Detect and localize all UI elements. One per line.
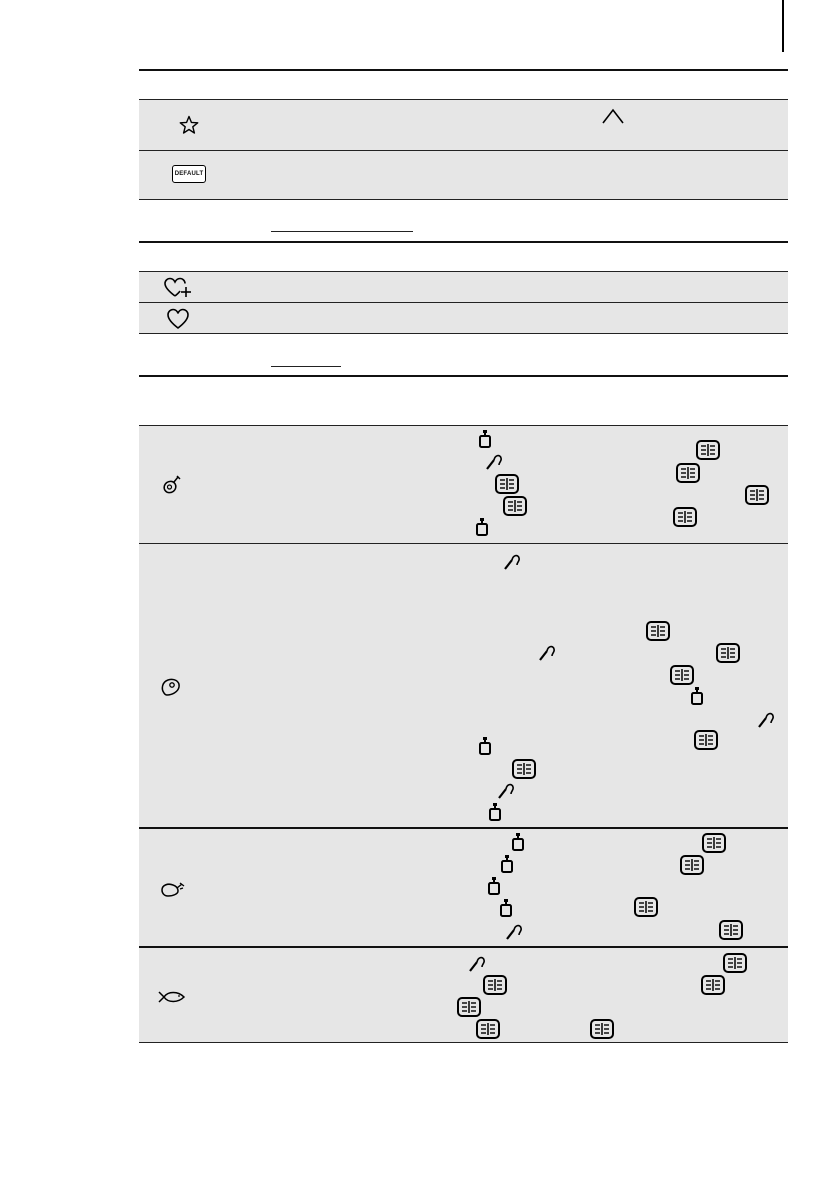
core-probe-icon (485, 452, 503, 470)
book-icon (512, 759, 536, 779)
poultry-leg-icon (161, 474, 183, 496)
book-icon (716, 643, 740, 663)
book-icon (745, 485, 769, 505)
table-3-row (139, 948, 788, 1042)
default-icon (172, 165, 206, 183)
book-icon (701, 975, 725, 995)
core-probe-icon (757, 710, 775, 728)
book-icon (694, 730, 718, 750)
meat-icon (160, 677, 182, 697)
weight-icon (474, 518, 490, 536)
book-icon (696, 440, 720, 460)
book-icon (590, 1019, 614, 1039)
weight-icon (487, 803, 503, 821)
table-1-row (139, 151, 788, 199)
default-icon-label: DEFAULT (174, 171, 204, 177)
game-bird-icon (159, 880, 185, 898)
weight-icon (486, 877, 502, 895)
heart-plus-icon (163, 277, 193, 299)
book-icon (483, 975, 507, 995)
book-icon (476, 1019, 500, 1039)
book-icon (723, 953, 747, 973)
table-3-row (139, 544, 788, 827)
table-3-row (139, 829, 788, 946)
underline-link-1 (271, 231, 413, 232)
book-icon (495, 474, 519, 494)
fish-icon (158, 990, 186, 1004)
weight-icon (477, 430, 493, 448)
core-probe-icon (497, 781, 515, 799)
weight-icon (510, 833, 526, 851)
chevron-up-icon (601, 107, 625, 125)
book-icon (680, 855, 704, 875)
book-icon (646, 621, 670, 641)
core-probe-icon (503, 552, 521, 570)
star-icon (179, 115, 199, 135)
book-icon (634, 897, 658, 917)
table-2-row (139, 303, 788, 333)
book-icon (702, 833, 726, 853)
underline-link-2 (271, 366, 341, 367)
weight-icon (498, 899, 514, 917)
table-1-row (139, 100, 788, 150)
book-icon (670, 665, 694, 685)
book-icon (673, 507, 697, 527)
table-2-row (139, 272, 788, 302)
core-probe-icon (538, 643, 556, 661)
book-icon (503, 496, 527, 516)
book-icon (676, 463, 700, 483)
core-probe-icon (505, 922, 523, 940)
cut-line (782, 0, 784, 52)
book-icon (457, 997, 481, 1017)
book-icon (719, 920, 743, 940)
weight-icon (689, 687, 705, 705)
weight-icon (477, 737, 493, 755)
heart-icon (166, 308, 190, 330)
weight-icon (499, 855, 515, 873)
core-probe-icon (468, 954, 486, 972)
